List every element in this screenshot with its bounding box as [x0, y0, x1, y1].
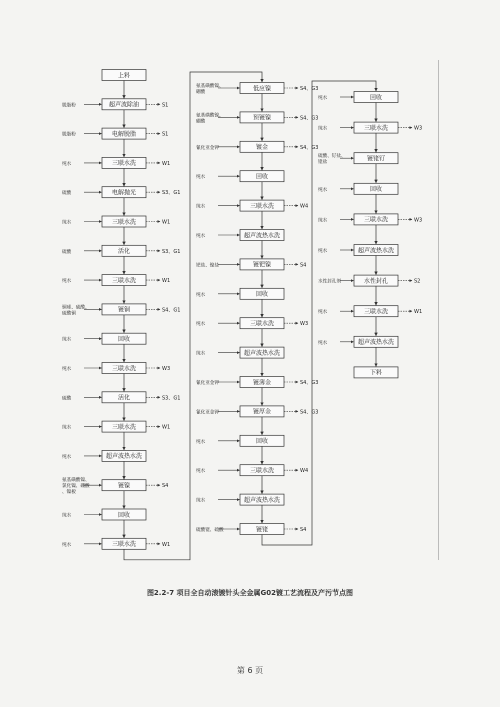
input-material-label: 纯水 [318, 126, 328, 132]
figure-caption: 图2.2-7 项目全自动滚镀针头全金属G02镀工艺流程及产污节点图 [146, 589, 354, 597]
process-step-label: 超声波热水洗 [357, 247, 395, 255]
process-step-label: 活化 [117, 248, 131, 256]
process-step-label: 超声波热水洗 [105, 453, 143, 461]
input-material-label: 硼酸 [196, 119, 206, 125]
pollutant-output-label: S1 [162, 131, 169, 138]
input-material-label: 纯水 [318, 249, 328, 254]
pollutant-output-label: W1 [162, 160, 171, 167]
pollutant-output-label: S4 [162, 483, 169, 490]
process-step-label: 回收 [369, 186, 383, 194]
process-step-label: 水性封孔 [363, 277, 389, 285]
process-step-label: 回收 [117, 336, 131, 343]
input-material-label: 硼酸 [196, 90, 206, 95]
input-material-label: 纯水 [62, 454, 72, 460]
input-material-label: 纯水 [196, 351, 206, 357]
process-step-label: 三联水洗 [249, 467, 275, 475]
process-step-label: 三联水洗 [363, 216, 389, 224]
input-material-label: 硫酸 [62, 191, 72, 197]
process-step-label: 镀铑钌 [366, 155, 386, 163]
process-step-label: 三联水洗 [111, 160, 137, 168]
process-step-label: 镀铜 [117, 306, 131, 314]
input-material-label: 水性封孔剂 [318, 279, 341, 285]
process-step-label: 三联水洗 [111, 541, 137, 549]
input-material-label: 纯水 [318, 218, 328, 224]
input-material-label: 脱脂粉 [62, 132, 76, 138]
input-material-label: 纯水 [318, 96, 328, 101]
input-material-label: 纯水 [196, 234, 206, 239]
input-material-label: 硫酸铑、硫酸 [196, 528, 224, 533]
process-step-label: 下料 [369, 369, 383, 377]
input-material-label: 硫酸铜 [62, 311, 76, 317]
input-material-label: 氰化亚金钾 [196, 145, 219, 151]
input-material-label: 氨基磺酸镍、 [196, 113, 224, 119]
pollutant-output-label: S3、G1 [162, 248, 181, 255]
pollutant-output-label: W1 [162, 424, 171, 431]
pollutant-output-label: S4、G3 [300, 144, 319, 151]
input-material-label: 硫酸 [62, 249, 72, 255]
input-material-label: 钯盐、镍盐 [196, 263, 219, 269]
process-step-label: 三联水洗 [111, 365, 137, 373]
pollutant-output-label: W1 [414, 309, 423, 316]
pollutant-output-label: S1 [162, 102, 169, 109]
input-material-label: 纯水 [196, 469, 206, 475]
process-step-label: 镀镍 [117, 482, 131, 490]
process-step-label: 超声波热水洗 [357, 339, 395, 347]
pollutant-output-label: W3 [414, 125, 423, 132]
input-material-label: 硫酸 [62, 396, 72, 402]
input-material-label: 铑盐 [318, 160, 328, 166]
process-step-label: 超声波热水洗 [243, 232, 281, 240]
process-step-label: 三联水洗 [249, 202, 275, 210]
input-material-label: 硫酸、钌盐、 [318, 154, 346, 160]
input-material-label: 脱脂粉 [62, 103, 76, 109]
input-material-label: 氨基磺酸镍、 [196, 84, 224, 89]
pollutant-output-label: S3、G1 [162, 395, 181, 402]
pollutant-output-label: S4、G3 [300, 409, 319, 416]
pollutant-output-label: W1 [162, 219, 171, 226]
process-step-label: 三联水洗 [249, 320, 275, 328]
process-step-label: 回收 [117, 511, 131, 519]
pollutant-output-label: S4、G3 [300, 380, 319, 386]
pollutant-output-label: S4、G3 [300, 115, 319, 122]
input-material-label: 纯水 [62, 542, 72, 548]
input-material-label: 纯水 [318, 310, 328, 316]
process-step-label: 三联水洗 [111, 277, 137, 285]
pollutant-output-label: W3 [414, 217, 423, 224]
pollutant-output-label: S4、G3 [300, 86, 319, 92]
input-material-label: 氰化亚金钾 [196, 381, 219, 386]
pollutant-output-label: W4 [300, 468, 309, 475]
input-material-label: 纯水 [62, 513, 72, 519]
process-step-label: 三联水洗 [363, 124, 389, 132]
input-material-label: 纯水 [62, 161, 72, 167]
pollutant-output-label: S4 [300, 527, 307, 533]
input-material-label: 氨基磺酸镍、 [62, 478, 90, 484]
pollutant-output-label: S4、G1 [162, 307, 181, 314]
process-step-label: 镀厚金 [252, 408, 272, 416]
input-material-label: 氰化亚金钾 [196, 410, 219, 416]
process-step-label: 三联水洗 [111, 423, 137, 431]
input-material-label: 纯水 [62, 279, 72, 285]
pollutant-output-label: S3、G1 [162, 190, 181, 197]
input-material-label: 纯水 [318, 187, 328, 193]
pollutant-output-label: W3 [162, 366, 171, 372]
process-step-label: 超声波除油 [108, 101, 140, 109]
process-step-label: 上料 [117, 72, 131, 80]
input-material-label: 纯水 [196, 292, 206, 298]
process-step-label: 镀铑 [255, 526, 269, 534]
process-step-label: 活化 [117, 394, 131, 402]
page-number: 第 6 页 [236, 666, 264, 675]
process-step-label: 三联水洗 [363, 308, 389, 316]
pollutant-output-label: W4 [300, 203, 309, 210]
process-step-label: 回收 [255, 438, 269, 446]
process-step-label: 镀钯镍 [252, 261, 272, 269]
pollutant-output-label: W1 [162, 278, 171, 285]
input-material-label: 纯水 [318, 340, 328, 346]
input-material-label: 纯水 [62, 337, 72, 343]
process-step-label: 三联水洗 [111, 218, 137, 226]
input-material-label: 纯水 [196, 175, 206, 181]
pollutant-output-label: W1 [162, 541, 171, 548]
process-step-label: 电解脱脂 [111, 130, 137, 138]
input-material-label: 氯化镍、硼酸 [62, 484, 90, 490]
pollutant-output-label: W3 [300, 321, 309, 328]
process-step-label: 镀金 [255, 144, 269, 152]
process-step-label: 预镀镍 [252, 114, 272, 122]
input-material-label: 纯水 [62, 367, 72, 372]
pollutant-output-label: S4 [300, 262, 307, 269]
process-step-label: 电解抛光 [111, 189, 137, 197]
input-material-label: 纯水 [196, 439, 206, 445]
input-material-label: 纯水 [196, 204, 206, 210]
process-step-label: 超声波热水洗 [243, 496, 281, 504]
input-material-label: 纯水 [62, 425, 72, 431]
input-material-label: 纯水 [62, 220, 72, 226]
process-step-label: 回收 [255, 291, 269, 299]
pollutant-output-label: S2 [414, 278, 421, 285]
input-material-label: 纯水 [196, 498, 206, 504]
process-step-label: 低应镍 [252, 85, 272, 93]
input-material-label: 纯水 [196, 322, 206, 328]
input-material-label: 铜球、硫酸、 [62, 305, 90, 311]
process-step-label: 回收 [255, 173, 269, 181]
process-step-label: 超声波热水洗 [243, 349, 281, 357]
process-step-label: 镀薄金 [252, 379, 272, 387]
input-material-label: 、镍板 [62, 490, 76, 496]
process-step-label: 回收 [369, 94, 383, 102]
